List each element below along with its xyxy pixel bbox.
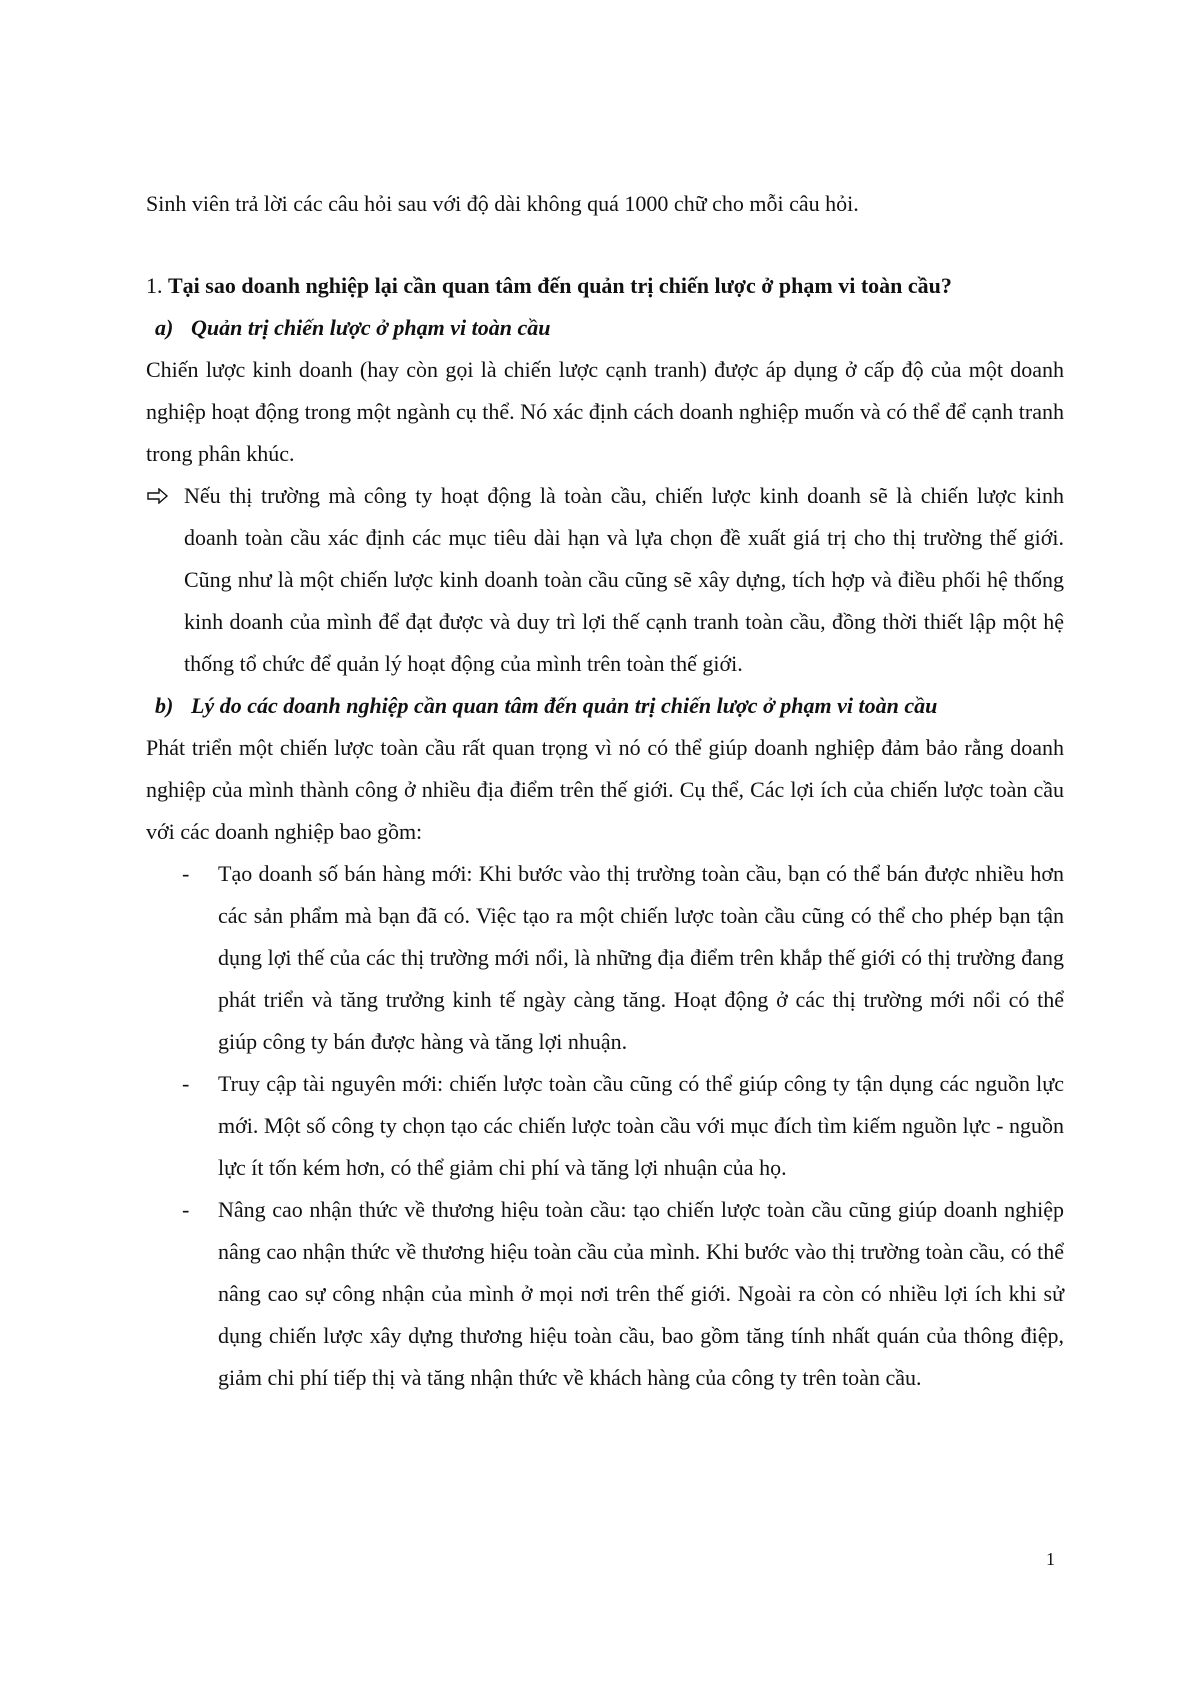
question-1-number: 1.: [146, 273, 163, 298]
section-a-heading-text: Quản trị chiến lược ở phạm vi toàn cầu: [191, 315, 551, 340]
bullet-dash: -: [182, 1071, 190, 1096]
bullet-dash: -: [182, 861, 190, 886]
list-item: [146, 1189, 1064, 1399]
list-item-text: Truy cập tài nguyên mới: chiến lược toàn cầu cũng có thể giúp công ty tận dụng các nguồn lực mới. Một số công ty chọn tạo các chiến lược toàn cầu với mục đích tìm kiếm nguồn lực - nguồn lực ít tốn kém hơn, có thể giảm chi phí và tăng lợi nhuận của họ.: [218, 1071, 1064, 1180]
list-item: [146, 1063, 1064, 1189]
section-b-paragraph: Phát triển một chiến lược toàn cầu rất quan trọng vì nó có thể giúp doanh nghiệp đảm bảo rằng doanh nghiệp của mình thành công ở nhiều địa điểm trên thế giới. Cụ thể, Các lợi ích của chiến lược toàn cầu với các doanh nghiệp bao gồm:: [146, 735, 1064, 844]
section-a-paragraph: Chiến lược kinh doanh (hay còn gọi là chiến lược cạnh tranh) được áp dụng ở cấp độ của một doanh nghiệp hoạt động trong một ngành cụ thể. Nó xác định cách doanh nghiệp muốn và có thể để cạnh tranh trong phân khúc.: [146, 357, 1064, 466]
list-item: [146, 853, 1064, 1063]
section-a-heading: [155, 307, 1064, 349]
intro-paragraph: Sinh viên trả lời các câu hỏi sau với độ dài không quá 1000 chữ cho mỗi câu hỏi.: [146, 191, 859, 216]
section-a-arrow-point: [146, 475, 1064, 685]
list-item-text: Tạo doanh số bán hàng mới: Khi bước vào thị trường toàn cầu, bạn có thể bán được nhiều hơn các sản phẩm mà bạn đã có. Việc tạo ra một chiến lược toàn cầu cũng có thể cho phép bạn tận dụng lợi thế của các thị trường mới nổi, là những địa điểm trên khắp thế giới có thị trường đang phát triển và tăng trưởng kinh tế ngày càng tăng. Hoạt động ở các thị trường mới nổi có thể giúp công ty bán được hàng và tăng lợi nhuận.: [218, 861, 1064, 1054]
bullet-dash: -: [182, 1197, 190, 1222]
question-1-text: Tại sao doanh nghiệp lại cần quan tâm đến quản trị chiến lược ở phạm vi toàn cầu?: [168, 273, 952, 298]
section-a-marker: a): [155, 315, 174, 340]
section-b-heading-text: Lý do các doanh nghiệp cần quan tâm đến quản trị chiến lược ở phạm vi toàn cầu: [191, 693, 938, 718]
section-b-heading: [155, 685, 1064, 727]
list-item-text: Nâng cao nhận thức về thương hiệu toàn cầu: tạo chiến lược toàn cầu cũng giúp doanh nghiệp nâng cao nhận thức về thương hiệu toàn cầu của mình. Khi bước vào thị trường toàn cầu, có thể nâng cao sự công nhận của mình ở mọi nơi trên thế giới. Ngoài ra còn có nhiều lợi ích khi sử dụng chiến lược xây dựng thương hiệu toàn cầu, bao gồm tăng tính nhất quán của thông điệp, giảm chi phí tiếp thị và tăng nhận thức về khách hàng của công ty trên toàn cầu.: [218, 1197, 1064, 1390]
question-1-title: [146, 265, 1064, 307]
page-number: 1: [1046, 1549, 1055, 1569]
section-b-marker: b): [155, 693, 174, 718]
section-a-arrow-text: Nếu thị trường mà công ty hoạt động là toàn cầu, chiến lược kinh doanh sẽ là chiến lược kinh doanh toàn cầu xác định các mục tiêu dài hạn và lựa chọn đề xuất giá trị cho thị trường thế giới. Cũng như là một chiến lược kinh doanh toàn cầu cũng sẽ xây dựng, tích hợp và điều phối hệ thống kinh doanh của mình để đạt được và duy trì lợi thế cạnh tranh toàn cầu, đồng thời thiết lập một hệ thống tổ chức để quản lý hoạt động của mình trên toàn thế giới.: [184, 483, 1064, 676]
document-body: [146, 183, 1064, 1399]
arrow-right-icon: [146, 475, 176, 517]
